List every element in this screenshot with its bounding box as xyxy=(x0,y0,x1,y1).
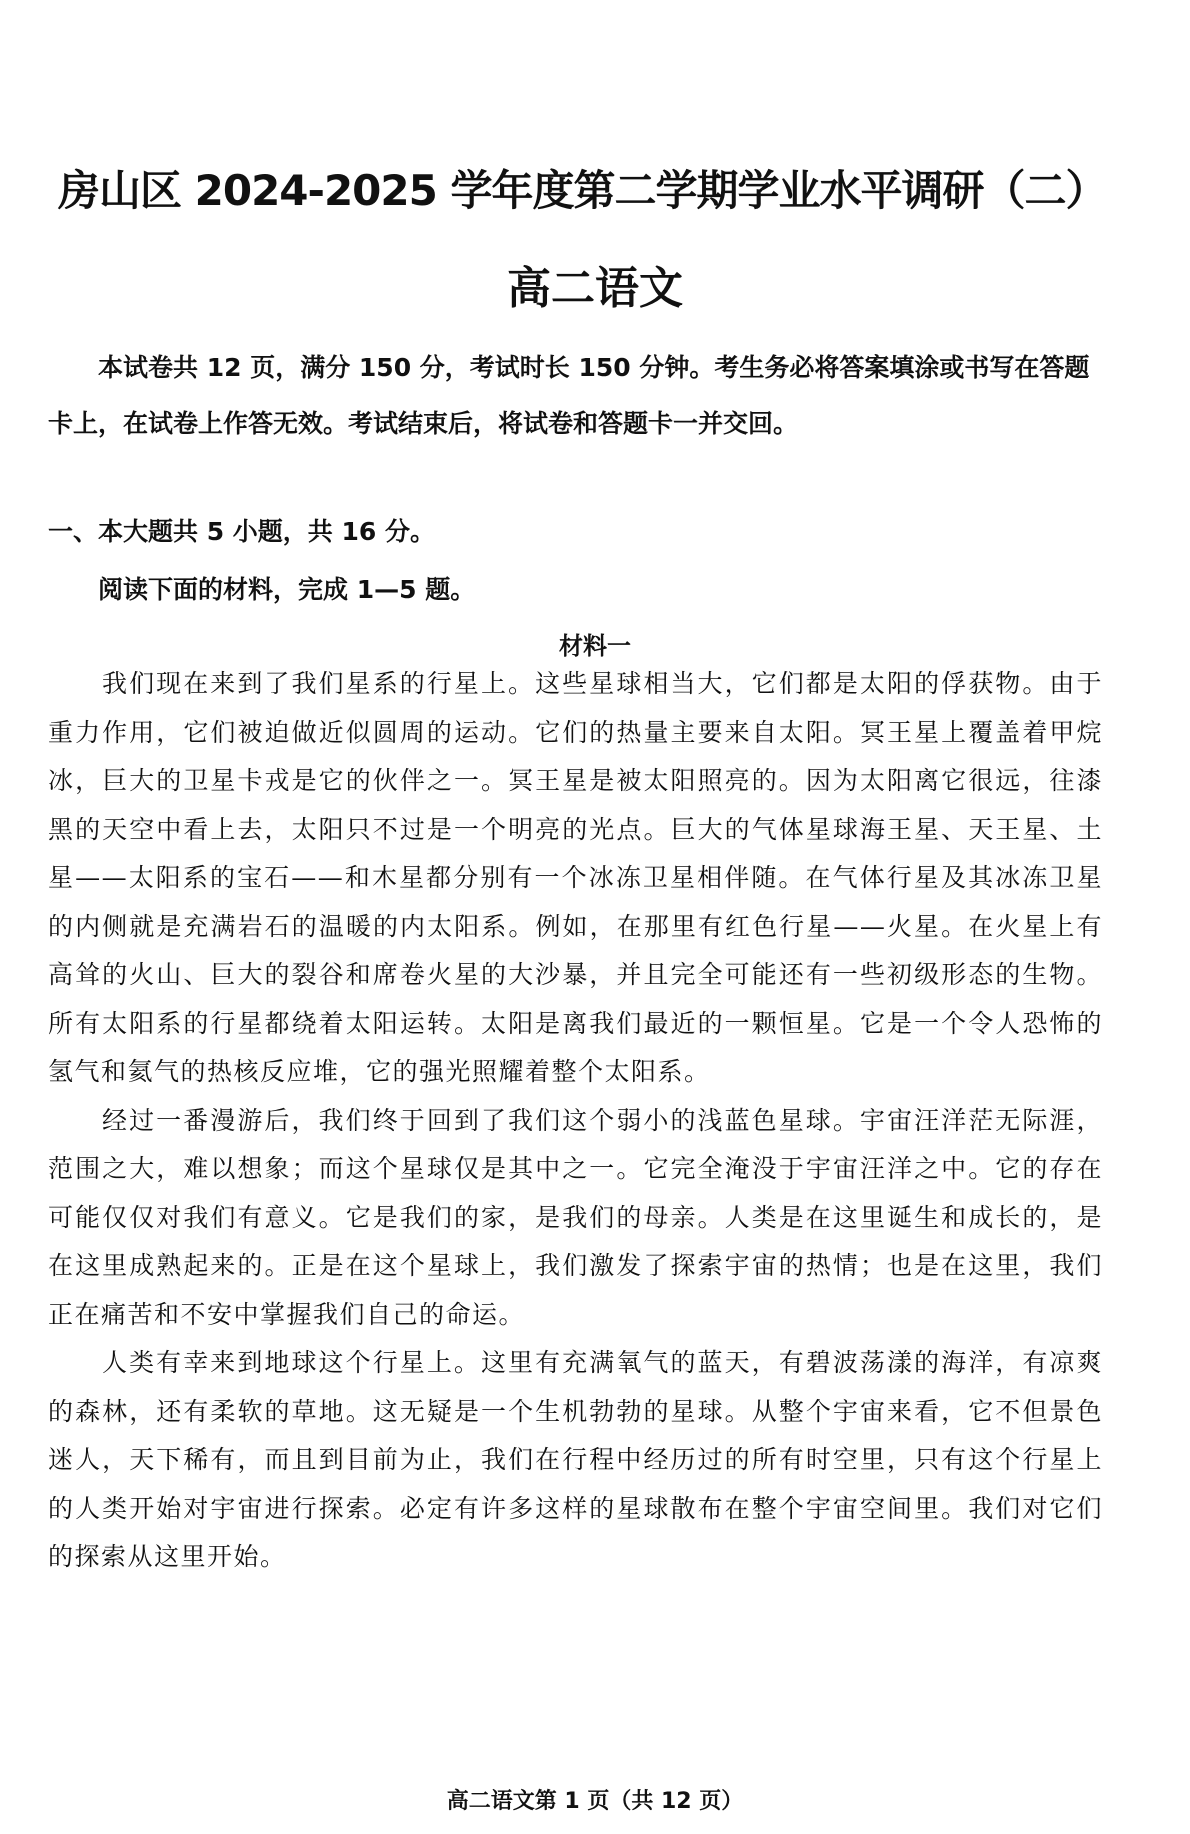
material-paragraph-1: 我们现在来到了我们星系的行星上。这些星球相当大，它们都是太阳的俘获物。由于重力作用，它们被迫做近似圆周的运动。它们的热量主要来自太阳。冥王星上覆盖着甲烷冰，巨大的卫星卡戎是它的伙伴之一。冥王星是被太阳照亮的。因为太阳离它很远，往漆黑的天空中看上去，太阳只不过是一个明亮的光点。巨大的气体星球海王星、天王星、土星——太阳系的宝石——和木星都分别有一个冰冻卫星相伴随。在气体行星及其冰冻卫星的内侧就是充满岩石的温暖的内太阳系。例如，在那里有红色行星——火星。在火星上有高耸的火山、巨大的裂谷和席卷火星的大沙暴，并且完全可能还有一些初级形态的生物。所有太阳系的行星都绕着太阳运转。太阳是离我们最近的一颗恒星。它是一个令人恐怖的氢气和氦气的热核反应堆，它的强光照耀着整个太阳系。 xyxy=(48,669,1103,1086)
exam-instructions: 本试卷共 12 页，满分 150 分，考试时长 150 分钟。考生务必将答案填涂或书写在答题卡上，在试卷上作答无效。考试结束后，将试卷和答题卡一并交回。 xyxy=(48,353,1090,438)
material-body xyxy=(48,660,1103,1582)
page-footer: 高二语文第 1 页（共 12 页） xyxy=(446,1789,744,1814)
material-title: 材料一 xyxy=(559,632,631,660)
material-paragraph-2: 经过一番漫游后，我们终于回到了我们这个弱小的浅蓝色星球。宇宙汪洋茫无际涯，范围之大，难以想象；而这个星球仅是其中之一。它完全淹没于宇宙汪洋之中。它的存在可能仅仅对我们有意义。它是我们的家，是我们的母亲。人类是在这里诞生和成长的，是在这里成熟起来的。正是在这个星球上，我们激发了探索宇宙的热情；也是在这里，我们正在痛苦和不安中掌握我们自己的命运。 xyxy=(48,1105,1103,1329)
section-heading: 一、本大题共 5 小题，共 16 分。 xyxy=(48,517,436,546)
section-intro: 阅读下面的材料，完成 1—5 题。 xyxy=(98,575,476,604)
exam-title: 房山区 2024-2025 学年度第二学期学业水平调研（二） xyxy=(58,166,1107,215)
exam-subject: 高二语文 xyxy=(507,263,683,314)
material-paragraph-3: 人类有幸来到地球这个行星上。这里有充满氧气的蓝天，有碧波荡漾的海洋，有凉爽的森林，还有柔软的草地。这无疑是一个生机勃勃的星球。从整个宇宙来看，它不但景色迷人，天下稀有，而且到目前为止，我们在行程中经历过的所有时空里，只有这个行星上的人类开始对宇宙进行探索。必定有许多这样的星球散布在整个宇宙空间里。我们对它们的探索从这里开始。 xyxy=(48,1348,1103,1571)
